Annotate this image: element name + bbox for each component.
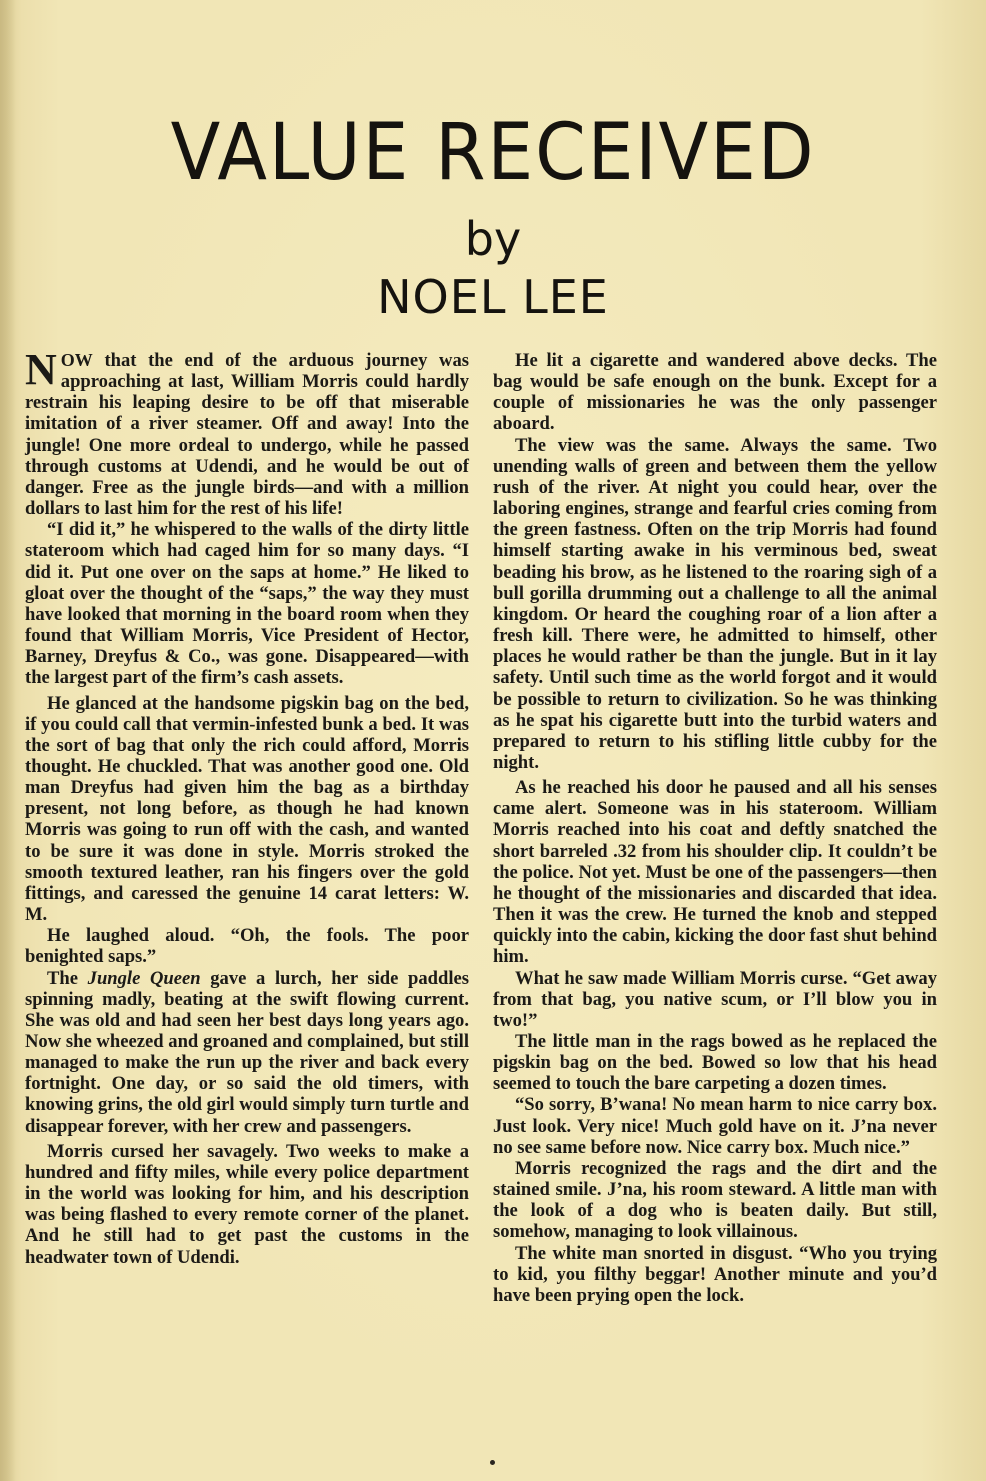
right-column — [493, 350, 937, 1306]
ship-name: Jungle Queen — [87, 967, 201, 989]
story-title: VALUE RECEIVED — [170, 108, 816, 198]
paragraph: He lit a cigarette and wandered above decks. The bag would be safe enough on the bunk. Except for a couple of missionaries he was the only passenger aboard. — [493, 350, 937, 435]
paragraph: The little man in the rags bowed as he replaced the pigskin bag on the bed. Bowed so low that his head seemed to touch the bare carpeting a dozen times. — [493, 1031, 937, 1095]
paragraph: “So sorry, B’wana! No mean harm to nice carry box. Just look. Very nice! Much gold have on it. J’na never no see same before now. Nice carry box. Much nice.” — [493, 1094, 937, 1158]
author-name: NOEL LEE — [377, 270, 609, 324]
folio-mark — [490, 1460, 495, 1465]
opening-small-caps: OW — [60, 350, 93, 370]
paragraph: What he saw made William Morris curse. “Get away from that bag, you native scum, or I’ll blow you in two!” — [493, 967, 937, 1031]
paragraph — [25, 968, 469, 1137]
paragraph-text: The — [47, 967, 88, 989]
paragraph: The view was the same. Always the same. Two unending walls of green and between them the yellow rush of the river. At night you could hear, over the laboring engines, strange and fearful cries coming from the green fastness. Often on the trip Morris had found himself starting awake in his verminous bed, sweat beading his brow, as he listened to the roaring sigh of a bull gorilla drumming out a challenge to all the animal kingdom. Or heard the coughing roar of a lion after a fresh kill. There were, he admitted to himself, other places he would rather be than the jungle. But in it lay safety. Until such time as the world forgot and it would be possible to return to civilization. So he was thinking as he spat his cigarette butt into the turbid waters and prepared to return to his stifling little cubby for the night. — [493, 434, 937, 773]
paragraph: Morris recognized the rags and the dirt and the stained smile. J’na, his room steward. A little man with the look of a dog who is beaten daily. But still, somehow, managing to look villainous. — [493, 1157, 937, 1243]
paragraph: He glanced at the handsome pigskin bag on the bed, if you could call that vermin-infested bunk a bed. It was the sort of bag that only the rich could afford, Morris thought. He chuckled. That was another good one. Old man Dreyfus had given him the bag as a birthday present, not long before, as though he had known Morris was going to run off with the cash, and wanted to be sure it was done in style. Morris stroked the smooth textured leather, ran his fingers over the gold fittings, and caressed the genuine 14 carat letters: W. M. — [25, 692, 469, 926]
paragraph — [25, 345, 469, 520]
paragraph: Morris cursed her savagely. Two weeks to make a hundred and fifty miles, while every police department in the world was looking for him, and his description was being flashed to every remote corner of the planet. And he still had to get past the customs in the headwater town of Udendi. — [25, 1140, 469, 1268]
paragraph-text: gave a lurch, her side paddles spinning madly, beating at the swift flowing current. She was old and had seen her best days long years ago. Now she wheezed and groaned and complained, but still managed to make the run up the river and back every fortnight. One day, or so said the old timers, with knowing grins, the old girl would simply turn turtle and disappear forever, with her crew and passengers. — [25, 967, 469, 1137]
paragraph: He laughed aloud. “Oh, the fools. The poor benighted saps.” — [25, 925, 469, 968]
left-column — [25, 345, 469, 1268]
paragraph-text: that the end of the arduous journey was approaching at last, William Morris could hardly restrain his leaping desire to be off that miserable imitation of a river steamer. Off and away! Into the jungle! One more ordeal to undergo, while he passed through customs at Udendi, and he would be out of danger. Free as the jungle birds—and with a million dollars to last him for the rest of his life! — [25, 350, 469, 520]
byline: by — [464, 212, 522, 266]
drop-cap: N — [25, 345, 57, 394]
paragraph: “I did it,” he whispered to the walls of the dirty little stateroom which had caged him for so many days. “I did it. Put one over on the saps at home.” He liked to gloat over the thought of the “saps,” the way they must have looked that morning in the board room when they found that William Morris, Vice President of Hector, Barney, Dreyfus & Co., was gone. Disappeared—with the largest part of the firm’s cash assets. — [25, 519, 469, 689]
paragraph: The white man snorted in disgust. “Who you trying to kid, you filthy beggar! Another minute and you’d have been prying open the lock. — [493, 1242, 937, 1306]
paragraph: As he reached his door he paused and all his senses came alert. Someone was in his stateroom. William Morris reached into his coat and deftly snatched the short barreled .32 from his shoulder clip. It couldn’t be the police. Not yet. Must be one of the passengers—then he thought of the missionaries and discarded that idea. Then it was the crew. He turned the knob and stepped quickly into the cabin, kicking the door fast shut behind him. — [493, 777, 937, 968]
